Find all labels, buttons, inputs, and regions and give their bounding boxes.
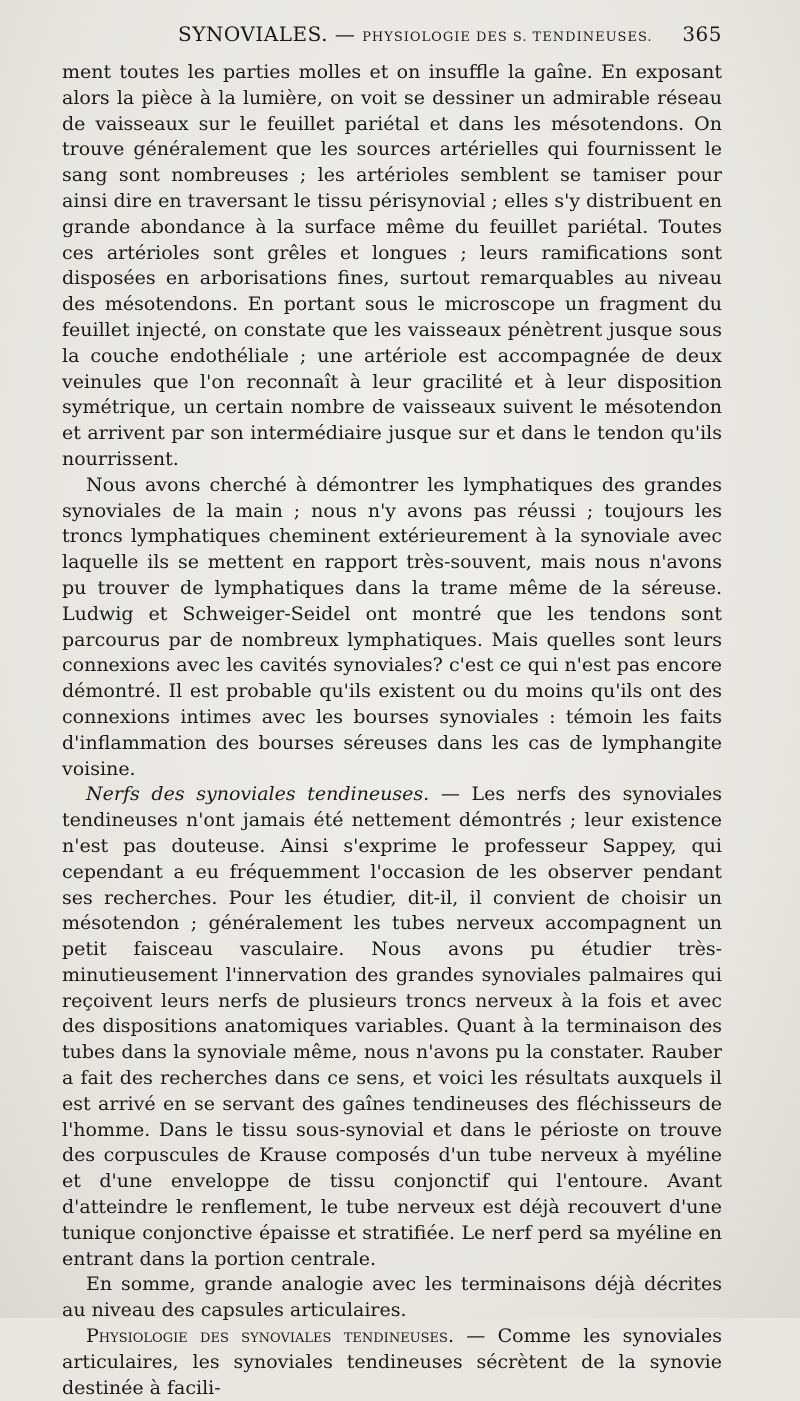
running-title-dash: — [327, 22, 363, 46]
running-title-sub: PHYSIOLOGIE DES S. TENDINEUSES. [362, 30, 653, 45]
running-header [62, 22, 722, 52]
paragraph-3-text: — Les nerfs des synoviales tendineuses n'ont jamais été nettement démontrés ; leur existence n'est pas douteuse. Ainsi s'exprime le professeur Sappey, qui cependant a eu fréquemment l'occasion de les observer pendant ses recherches. Pour les étudier, dit-il, il convient de choisir un mésotendon ; généralement les tubes nerveux accompagnent un petit faisceau vasculaire. Nous avons pu étudier très-minutieusement l'innervation des grandes synoviales palmaires qui reçoivent leurs nerfs de plusieurs troncs nerveux à la fois et avec des dispositions anatomiques variables. Quant à la terminaison des tubes dans la synoviale même, nous n'avons pu la constater. Rauber a fait des recherches dans ce sens, et voici les résultats auxquels il est arrivé en se servant des gaînes tendineuses des fléchisseurs de l'homme. Dans le tissu sous-synovial et dans le périoste on trouve des corpuscules de Krause composés d'un tube nerveux à myéline et d'une enveloppe de tissu conjonctif qui l'entoure. Avant d'atteindre le renflement, le tube nerveux est déjà recouvert d'une tunique conjonctive épaisse et stratifiée. Le nerf perd sa myéline en entrant dans la portion centrale. [62, 783, 722, 1270]
running-title-main: SYNOVIALES. [178, 22, 328, 46]
body-text [62, 60, 722, 1401]
section-heading-nerfs: Nerfs des synoviales tendineuses. [86, 783, 430, 806]
paragraph-1: ment toutes les parties molles et on insuffle la gaîne. En exposant alors la pièce à la lumière, on voit se dessiner un admirable réseau de vaisseaux sur le feuillet pariétal et dans les mésotendons. On trouve généralement que les sources artérielles qui fournissent le sang sont nombreuses ; les artérioles semblent se tamiser pour ainsi dire en traversant le tissu périsynovial ; elles s'y distribuent en grande abondance à la surface même du feuillet pariétal. Toutes ces artérioles sont grêles et longues ; leurs ramifications sont disposées en arborisations fines, surtout remarquables au niveau des mésotendons. En portant sous le microscope un fragment du feuillet injecté, on constate que les vaisseaux pénètrent jusque sous la couche endothéliale ; une artériole est accompagnée de deux veinules que l'on reconnaît à leur gracilité et à leur disposition symétrique, un certain nombre de vaisseaux suivent le mésotendon et arrivent par son intermédiaire jusque sur et dans le tendon qu'ils nourrissent. [62, 61, 722, 470]
paragraph-3 [62, 782, 722, 1272]
paragraph-2: Nous avons cherché à démontrer les lymphatiques des grandes synoviales de la main ; nous n'y avons pas réussi ; toujours les troncs lymphatiques cheminent extérieurement à la synoviale avec laquelle ils se mettent en rapport très-souvent, mais nous n'avons pu trouver de lymphatiques dans la trame même de la séreuse. Ludwig et Schweiger-Seidel ont montré que les tendons sont parcourus par de nombreux lymphatiques. Mais quelles sont leurs connexions avec les cavités synoviales? c'est ce qui n'est pas encore démontré. Il est probable qu'ils existent ou du moins qu'ils ont des connexions intimes avec les bourses synoviales : témoin les faits d'inflammation des bourses séreuses dans les cas de lymphangite voisine. [62, 473, 722, 780]
paragraph-5-text: — Comme les synoviales articulaires, les synoviales tendineuses sécrètent de la synovie destinée à facili- [62, 1325, 722, 1399]
running-title [178, 22, 653, 46]
page-number: 365 [682, 22, 722, 46]
paragraph-5 [62, 1324, 722, 1401]
paragraph-4: En somme, grande analogie avec les terminaisons déjà décrites au niveau des capsules articulaires. [62, 1273, 722, 1322]
section-heading-physiologie: Physiologie des synoviales tendineuses. [86, 1325, 454, 1348]
